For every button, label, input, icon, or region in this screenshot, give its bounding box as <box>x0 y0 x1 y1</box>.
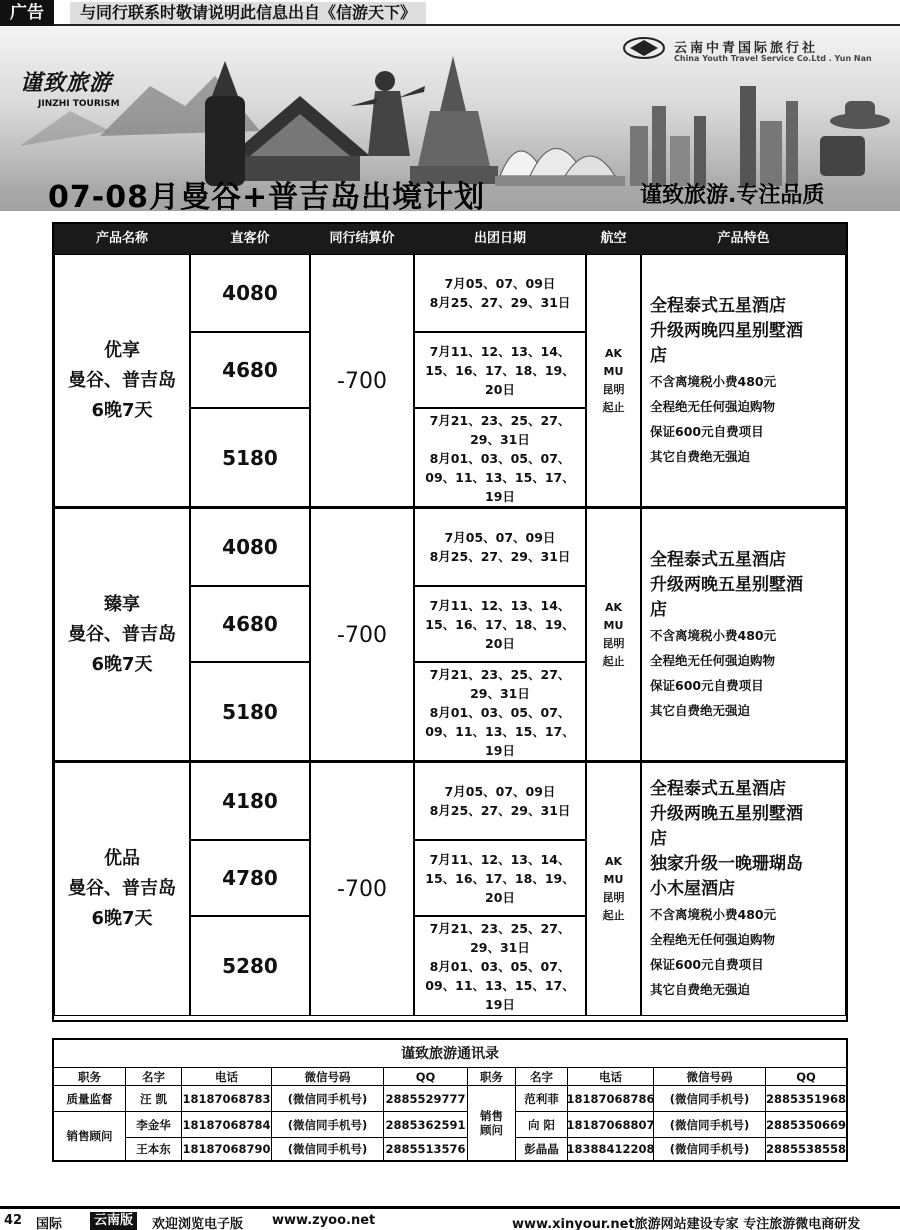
direct-price: 5280 <box>222 954 278 978</box>
direct-price: 4680 <box>222 358 278 382</box>
product-route: 曼谷、普吉岛 <box>68 624 176 645</box>
contact-qq: 2885362591 <box>384 1112 468 1138</box>
contact-name: 范利菲 <box>516 1086 568 1112</box>
feature-note: 其它自费绝无强迫 <box>650 981 751 997</box>
airline-line: AK <box>604 855 623 868</box>
feature-note: 其它自费绝无强迫 <box>650 448 751 464</box>
contact-directory <box>52 1038 848 1162</box>
cyts-emblem-icon <box>622 36 666 60</box>
feature-note: 保证600元自费项目 <box>650 956 764 972</box>
direct-price-cell <box>190 916 310 1016</box>
contact-wechat: (微信同手机号) <box>654 1138 766 1160</box>
direct-price: 5180 <box>222 700 278 724</box>
product-name: 臻享 <box>104 594 140 615</box>
product-duration: 6晚7天 <box>91 654 153 675</box>
direct-price-cell <box>190 508 310 586</box>
section-label: 国际 <box>36 1217 63 1230</box>
contact-header-wechat: 微信号码 <box>272 1068 384 1086</box>
direct-price-cell <box>190 662 310 762</box>
contact-name: 汪 凯 <box>126 1086 182 1112</box>
contact-header-name: 名字 <box>516 1068 568 1086</box>
product-name-cell <box>54 508 190 762</box>
features-cell <box>641 254 846 508</box>
feature-highlight: 升级两晚五星别墅酒 <box>650 803 803 824</box>
product-name-cell <box>54 762 190 1016</box>
page-title: 07-08月曼谷+普吉岛出境计划 <box>48 180 486 211</box>
direct-price-cell <box>190 586 310 662</box>
contact-role: 销售顾问 <box>54 1112 126 1160</box>
departure-date-line: 8月25、27、29、31日 <box>429 803 571 818</box>
jinzhi-logo-script: 谨致旅游 <box>20 70 113 96</box>
product-duration: 6晚7天 <box>91 400 153 421</box>
col-departure-dates-header: 出团日期 <box>473 231 526 246</box>
slogan: 谨致旅游.专注品质 <box>640 183 825 208</box>
departure-date-line: 7月21、23、25、27、 <box>429 666 571 682</box>
peer-price: -700 <box>337 368 387 394</box>
airline-line: MU <box>603 619 624 632</box>
contact-phone: 18187068786 <box>568 1086 654 1112</box>
features-cell <box>641 508 846 762</box>
departure-date-line: 09、11、13、15、17、 <box>425 469 575 485</box>
departure-date-line: 09、11、13、15、17、 <box>425 977 575 993</box>
direct-price-cell <box>190 408 310 508</box>
direct-price: 4080 <box>222 281 278 305</box>
departure-dates-cell <box>414 586 586 662</box>
contact-wechat: (微信同手机号) <box>272 1112 384 1138</box>
page-footer <box>0 1206 900 1230</box>
col-direct-price-header: 直客价 <box>230 231 270 246</box>
cyts-logo <box>622 36 892 76</box>
product-name: 优品 <box>104 848 140 869</box>
col-features-header: 产品特色 <box>717 231 770 246</box>
contact-header-qq: QQ <box>384 1068 468 1086</box>
features-cell <box>641 762 846 1016</box>
ad-notice: 与同行联系时敬请说明此信息出自《信游天下》 <box>70 2 426 24</box>
departure-date-line: 29、31日 <box>470 939 530 955</box>
peer-price: -700 <box>337 876 387 902</box>
contact-qq: 2885538558 <box>765 1142 847 1156</box>
product-table <box>52 222 848 1022</box>
contact-header-wechat: 微信号码 <box>654 1068 766 1086</box>
product-duration: 6晚7天 <box>91 908 153 929</box>
contact-role: 质量监督 <box>54 1086 126 1112</box>
feature-highlight: 独家升级一晚珊瑚岛 <box>650 853 803 874</box>
contact-role-line: 顾问 <box>480 1123 503 1137</box>
contact-wechat: (微信同手机号) <box>272 1138 384 1160</box>
footer-right-text: www.xinyour.net旅游网站建设专家 专注旅游微电商研发 <box>512 1217 861 1230</box>
contact-wechat: (微信同手机号) <box>272 1086 384 1112</box>
departure-dates-cell <box>414 840 586 916</box>
direct-price-cell <box>190 332 310 408</box>
departure-date-line: 8月01、03、05、07、 <box>429 958 571 974</box>
departure-date-line: 8月25、27、29、31日 <box>429 549 571 564</box>
contact-directory-title: 谨致旅游通讯录 <box>54 1040 846 1068</box>
feature-highlight: 小木屋酒店 <box>650 878 735 899</box>
col-peer-price-header: 同行结算价 <box>329 231 395 246</box>
direct-price: 4680 <box>222 612 278 636</box>
departure-date-line: 7月21、23、25、27、 <box>429 412 571 428</box>
airline-line: MU <box>603 365 624 378</box>
departure-date-line: 15、16、17、18、19、 <box>425 616 575 632</box>
departure-dates-cell <box>414 254 586 332</box>
jinzhi-logo <box>20 66 150 128</box>
feature-note: 保证600元自费项目 <box>650 677 764 693</box>
airline-cell <box>586 762 641 1016</box>
departure-date-line: 7月05、07、09日 <box>444 784 556 799</box>
ad-bar <box>0 0 900 26</box>
feature-note: 全程绝无任何强迫购物 <box>650 652 776 668</box>
feature-highlight: 全程泰式五星酒店 <box>650 778 786 799</box>
airline-line: 起止 <box>602 401 625 414</box>
departure-date-line: 7月21、23、25、27、 <box>429 920 571 936</box>
departure-date-line: 15、16、17、18、19、 <box>425 362 575 378</box>
col-product-name-header: 产品名称 <box>95 231 148 246</box>
product-name: 优享 <box>104 340 140 361</box>
contact-qq: 2885513576 <box>384 1138 468 1160</box>
feature-highlight: 升级两晚四星别墅酒 <box>650 320 803 341</box>
airline-line: 昆明 <box>602 637 625 650</box>
feature-highlight: 升级两晚五星别墅酒 <box>650 574 803 595</box>
cyts-name: 云南中青国际旅行社 <box>674 41 819 56</box>
direct-price: 5180 <box>222 446 278 470</box>
airline-line: AK <box>604 601 623 614</box>
edition-label: 云南版 <box>90 1212 137 1230</box>
feature-note: 不含离境税小费480元 <box>650 906 777 922</box>
departure-date-line: 7月11、12、13、14、 <box>429 597 571 613</box>
table-header <box>54 224 846 254</box>
departure-date-line: 7月05、07、09日 <box>444 276 556 291</box>
contact-wechat: (微信同手机号) <box>654 1112 766 1138</box>
departure-date-line: 09、11、13、15、17、 <box>425 723 575 739</box>
departure-date-line: 7月05、07、09日 <box>444 530 556 545</box>
departure-dates-cell <box>414 408 586 508</box>
feature-note: 全程绝无任何强迫购物 <box>650 398 776 414</box>
peer-price: -700 <box>337 622 387 648</box>
peer-price-cell <box>310 254 414 508</box>
departure-date-line: 29、31日 <box>470 685 530 701</box>
feature-highlight: 店 <box>650 345 667 366</box>
contact-phone: 18187068783 <box>182 1086 272 1112</box>
direct-price-cell <box>190 762 310 840</box>
contact-header-name: 名字 <box>126 1068 182 1086</box>
airline-line: 起止 <box>602 655 625 668</box>
contact-name: 李金华 <box>126 1112 182 1138</box>
feature-highlight: 全程泰式五星酒店 <box>650 295 786 316</box>
ad-tag: 广告 <box>0 0 54 26</box>
col-airline-header: 航空 <box>600 231 627 246</box>
welcome-text: 欢迎浏览电子版 <box>152 1217 244 1230</box>
departure-date-line: 29、31日 <box>470 431 530 447</box>
product-name-cell <box>54 254 190 508</box>
departure-date-line: 20日 <box>485 889 515 905</box>
contact-header-role: 职务 <box>468 1068 516 1086</box>
contact-role-line: 销售 <box>480 1109 503 1123</box>
direct-price: 4780 <box>222 866 278 890</box>
direct-price-cell <box>190 840 310 916</box>
contact-name: 向 阳 <box>516 1112 568 1138</box>
departure-date-line: 20日 <box>485 381 515 397</box>
contact-header-phone: 电话 <box>182 1068 272 1086</box>
contact-phone: 18388412208 <box>568 1138 654 1160</box>
direct-price-cell <box>190 254 310 332</box>
banner <box>0 26 900 211</box>
feature-note: 不含离境税小费480元 <box>650 627 777 643</box>
contact-header-role: 职务 <box>54 1068 126 1086</box>
departure-date-line: 19日 <box>485 488 515 504</box>
contact-qq: 2885529777 <box>384 1086 468 1112</box>
footer-url-left[interactable]: www.zyoo.net <box>272 1213 376 1228</box>
feature-highlight: 店 <box>650 599 667 620</box>
contact-wechat: (微信同手机号) <box>654 1086 766 1112</box>
airline-line: 昆明 <box>602 383 625 396</box>
departure-dates-cell <box>414 662 586 762</box>
feature-note: 保证600元自费项目 <box>650 423 764 439</box>
peer-price-cell <box>310 508 414 762</box>
product-route: 曼谷、普吉岛 <box>68 370 176 391</box>
feature-note: 全程绝无任何强迫购物 <box>650 931 776 947</box>
departure-date-line: 7月11、12、13、14、 <box>429 851 571 867</box>
departure-date-line: 7月11、12、13、14、 <box>429 343 571 359</box>
contact-phone: 18187068807 <box>568 1112 654 1138</box>
feature-highlight: 全程泰式五星酒店 <box>650 549 786 570</box>
contact-header-phone: 电话 <box>568 1068 654 1086</box>
departure-dates-cell <box>414 916 586 1016</box>
departure-date-line: 15、16、17、18、19、 <box>425 870 575 886</box>
peer-price-cell <box>310 762 414 1016</box>
contact-qq: 2885350669 <box>766 1112 846 1138</box>
product-route: 曼谷、普吉岛 <box>68 878 176 899</box>
feature-highlight: 店 <box>650 828 667 849</box>
airline-line: 起止 <box>602 909 625 922</box>
contact-phone: 18187068784 <box>182 1112 272 1138</box>
contact-phone: 18187068790 <box>182 1138 272 1160</box>
contact-qq: 2885351968 <box>766 1086 846 1112</box>
departure-date-line: 8月01、03、05、07、 <box>429 704 571 720</box>
airline-cell <box>586 508 641 762</box>
contact-role <box>468 1086 516 1160</box>
airline-line: AK <box>604 347 623 360</box>
departure-date-line: 8月01、03、05、07、 <box>429 450 571 466</box>
cyts-english-name: China Youth Travel Service Co.Ltd . Yun Nan <box>674 54 872 63</box>
direct-price: 4180 <box>222 789 278 813</box>
airline-line: MU <box>603 873 624 886</box>
feature-note: 不含离境税小费480元 <box>650 373 777 389</box>
jinzhi-logo-subtitle: JINZHI TOURISM <box>38 99 120 109</box>
airline-cell <box>586 254 641 508</box>
departure-date-line: 19日 <box>485 742 515 758</box>
departure-dates-cell <box>414 508 586 586</box>
departure-dates-cell <box>414 332 586 408</box>
direct-price: 4080 <box>222 535 278 559</box>
contact-name: 王本东 <box>126 1138 182 1160</box>
feature-note: 其它自费绝无强迫 <box>650 702 751 718</box>
departure-dates-cell <box>414 762 586 840</box>
departure-date-line: 20日 <box>485 635 515 651</box>
page-number: 42 <box>4 1213 23 1228</box>
contact-name: 彭晶晶 <box>516 1138 568 1160</box>
departure-date-line: 19日 <box>485 996 515 1012</box>
contact-header-qq: QQ <box>766 1068 846 1086</box>
departure-date-line: 8月25、27、29、31日 <box>429 295 571 310</box>
airline-line: 昆明 <box>602 891 625 904</box>
